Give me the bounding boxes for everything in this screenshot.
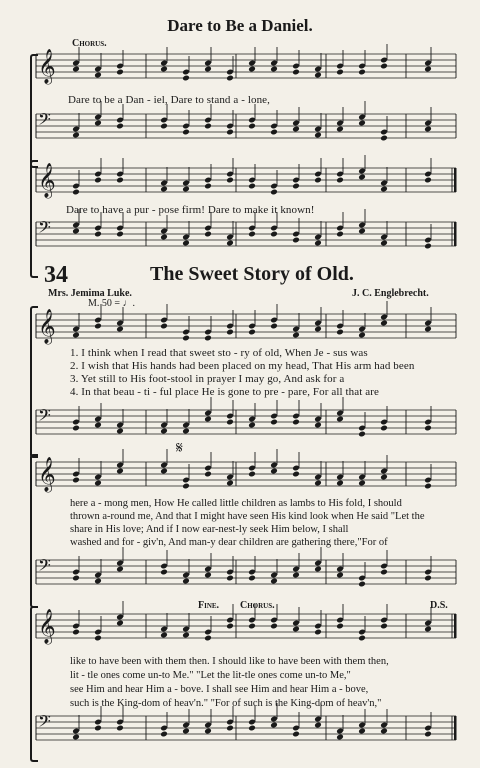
verse-3-line: see Him and hear Him a - bove. I shall see Him and hear Him a - bove, bbox=[70, 684, 369, 695]
ds-label: D.S. bbox=[430, 600, 448, 611]
treble-staff bbox=[36, 609, 456, 644]
svg-text:𝄞: 𝄞 bbox=[38, 609, 56, 644]
svg-text:𝄞: 𝄞 bbox=[38, 163, 56, 198]
svg-text:𝄢: 𝄢 bbox=[38, 555, 51, 579]
verse-4-line: 4. In that beau - ti - ful place He is gone to pre - pare, For all that are bbox=[70, 386, 379, 398]
treble-staff bbox=[36, 163, 456, 198]
lyric-line: Dare to be a Dan - iel, Dare to stand a - lone, bbox=[68, 94, 271, 106]
treble-staff bbox=[36, 49, 456, 84]
hymn-number: 34 bbox=[44, 262, 68, 288]
svg-text:𝄢: 𝄢 bbox=[38, 217, 51, 241]
bass-staff bbox=[36, 555, 456, 588]
verse-2-line: 2. I wish that His hands had been placed on my head, That His arm had been bbox=[70, 360, 415, 372]
segno-sign: 𝄋 bbox=[176, 440, 183, 457]
verse-1-line: here a - mong men, How He called little children as lambs to His fold, I should bbox=[70, 498, 402, 509]
bass-staff bbox=[36, 217, 456, 250]
fine-label: Fine. bbox=[198, 600, 220, 611]
verse-2-line: thrown a-round me, And that I might have seen His kind look when He said "Let the bbox=[70, 511, 425, 522]
bass-staff bbox=[36, 711, 456, 744]
chorus-label: Chorus. bbox=[72, 38, 107, 49]
svg-text:𝄢: 𝄢 bbox=[38, 711, 51, 735]
verse-3-line: 3. Yet still to His foot-stool in prayer I may go, And ask for a bbox=[70, 373, 345, 385]
verse-4-line: washed and for - giv'n, And man-y dear children are gathering there,"For of bbox=[70, 537, 388, 548]
svg-text:𝄞: 𝄞 bbox=[38, 49, 56, 84]
bass-staff bbox=[36, 405, 456, 438]
svg-text:𝄞: 𝄞 bbox=[38, 457, 56, 492]
bass-staff bbox=[36, 109, 456, 142]
author: Mrs. Jemima Luke. bbox=[48, 288, 132, 299]
svg-text:𝄞: 𝄞 bbox=[38, 309, 56, 344]
verse-1-line: 1. I think when I read that sweet sto - ry of old, When Je - sus was bbox=[70, 347, 368, 359]
svg-text:𝄢: 𝄢 bbox=[38, 109, 51, 133]
verse-1-line: like to have been with them then. I should like to have been with them then, bbox=[70, 656, 389, 667]
song-title-sweet-story: The Sweet Story of Old. bbox=[150, 263, 354, 285]
tempo-marking: M. 50 = ♩. bbox=[88, 298, 136, 309]
composer: J. C. Englebrecht. bbox=[352, 288, 429, 299]
verse-2-line: lit - tle ones come un-to Me." "Let the lit-tle ones come un-to Me," bbox=[70, 670, 351, 681]
chorus-label: Chorus. bbox=[240, 600, 275, 611]
verse-4-line: such is the King-dom of heav'n." "For of such is the King-dom of heav'n," bbox=[70, 698, 382, 709]
song-title-daniel: Dare to Be a Daniel. bbox=[167, 16, 313, 35]
verse-3-line: share in His love; And if I now ear-nest-ly seek Him below, I shall bbox=[70, 524, 349, 535]
treble-staff bbox=[36, 309, 456, 344]
svg-text:𝄢: 𝄢 bbox=[38, 405, 51, 429]
lyric-line: Dare to have a pur - pose firm! Dare to make it known! bbox=[66, 204, 315, 216]
treble-staff bbox=[36, 457, 456, 492]
